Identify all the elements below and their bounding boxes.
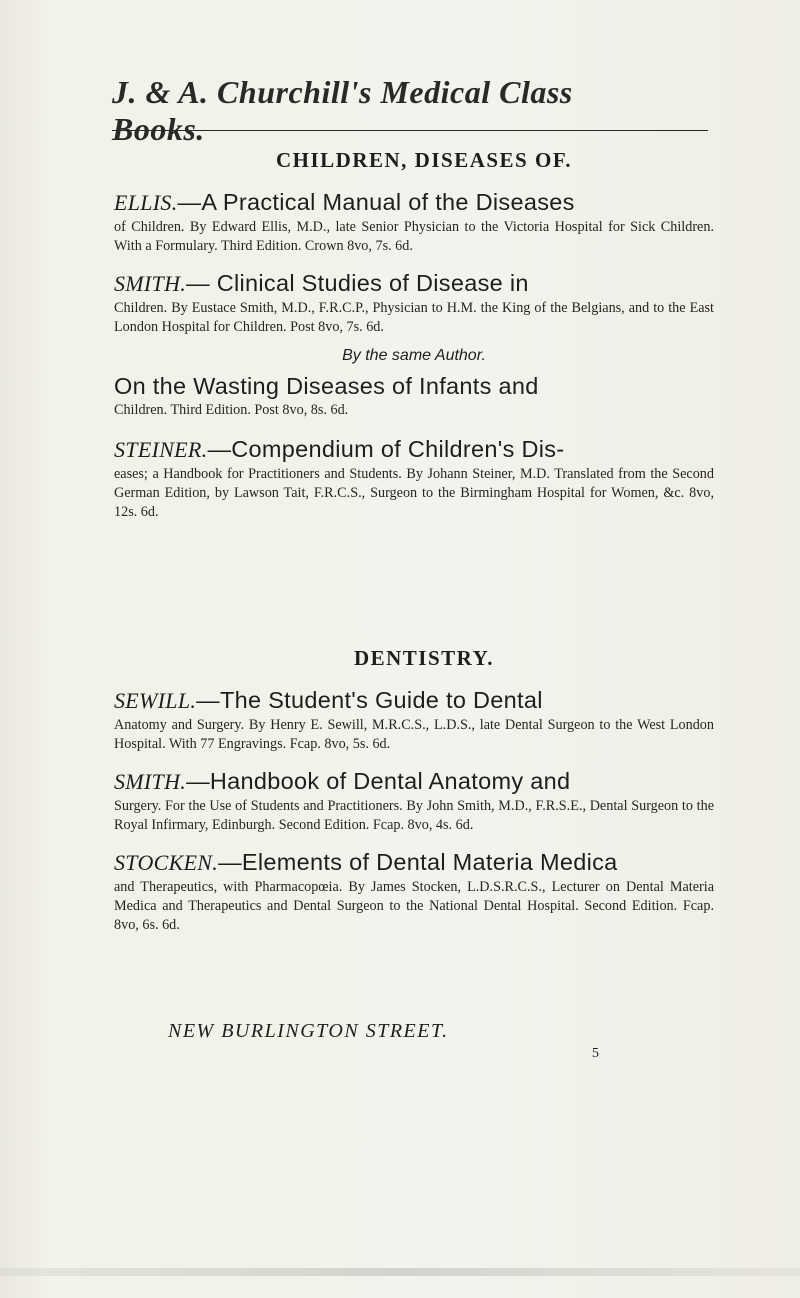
entry-heading <box>114 187 714 218</box>
entry-wasting-diseases <box>114 371 714 420</box>
book-title: —Elements of Dental Materia Medica <box>218 849 618 875</box>
page-number: 5 <box>592 1046 599 1061</box>
section-title-dentistry: DENTISTRY. <box>353 646 495 670</box>
entry-heading <box>114 847 714 878</box>
author-name: STEINER. <box>114 437 208 462</box>
author-name: ELLIS. <box>114 190 178 215</box>
book-title: —Compendium of Children's Dis- <box>207 436 565 462</box>
running-head: J. & A. Churchill's Medical Class Books. <box>112 74 573 147</box>
section-dentistry <box>114 646 714 935</box>
scan-edge-band <box>0 1268 800 1276</box>
entry-description: Surgery. For the Use of Students and Practitioners. By John Smith, M.D., F.R.S.E., Dental Surgeon to the Royal Infirmary, Edinburgh. Second Edition. Fcap. 8vo, 4s. 6d. <box>114 798 714 833</box>
book-title: —The Student's Guide to Dental <box>196 687 543 713</box>
book-title: —Handbook of Dental Anatomy and <box>186 768 571 794</box>
entry-description: and Therapeutics, with Pharmacopœia. By James Stocken, L.D.S.R.C.S., Lecturer on Dental Materia Medica and Therapeutics and Dental Surgeon to the National Dental Hospital. Second Edition. Fcap. 8vo, 6s. 6d. <box>114 879 714 933</box>
author-name: SMITH. <box>114 769 187 794</box>
entry-description: eases; a Handbook for Practitioners and Students. By Johann Steiner, M.D. Translated from the Second German Edition, by Lawson Tait, F.R.C.S., Surgeon to the Birmingham Hospital for Women, &c. 8vo, 12s. 6d. <box>114 466 714 520</box>
entry-heading <box>114 268 714 299</box>
section-children-diseases <box>114 148 714 522</box>
entry-heading <box>114 434 714 465</box>
entry-ellis <box>114 187 714 256</box>
header-rule <box>112 130 708 131</box>
entry-sewill <box>114 685 714 754</box>
entry-stocken <box>114 847 714 935</box>
author-name: SEWILL. <box>114 688 197 713</box>
entry-heading <box>114 685 714 716</box>
author-name: SMITH. <box>114 271 187 296</box>
entry-heading: On the Wasting Diseases of Infants and <box>114 373 539 399</box>
section-title-children: CHILDREN, DISEASES OF. <box>276 148 572 172</box>
entry-description: Children. By Eustace Smith, M.D., F.R.C.P., Physician to H.M. the King of the Belgians, and to the East London Hospital for Children. Post 8vo, 7s. 6d. <box>114 300 714 335</box>
entry-description: Anatomy and Surgery. By Henry E. Sewill, M.R.C.S., L.D.S., late Dental Surgeon to the West London Hospital. With 77 Engravings. Fcap. 8vo, 5s. 6d. <box>114 717 714 752</box>
footer-street: NEW BURLINGTON STREET. <box>168 1020 449 1042</box>
entry-smith-dental <box>114 766 714 835</box>
by-same-author: By the same Author. <box>342 347 486 364</box>
book-title: —A Practical Manual of the Diseases <box>177 189 575 215</box>
entry-description: Children. Third Edition. Post 8vo, 8s. 6d. <box>114 402 349 418</box>
entry-steiner <box>114 434 714 522</box>
author-name: STOCKEN. <box>114 850 219 875</box>
entry-heading <box>114 766 714 797</box>
entry-description: of Children. By Edward Ellis, M.D., late Senior Physician to the Victoria Hospital for Sick Children. With a Formulary. Third Edition. Crown 8vo, 7s. 6d. <box>114 219 714 254</box>
entry-smith-children <box>114 268 714 337</box>
book-title: — Clinical Studies of Disease in <box>186 270 529 296</box>
